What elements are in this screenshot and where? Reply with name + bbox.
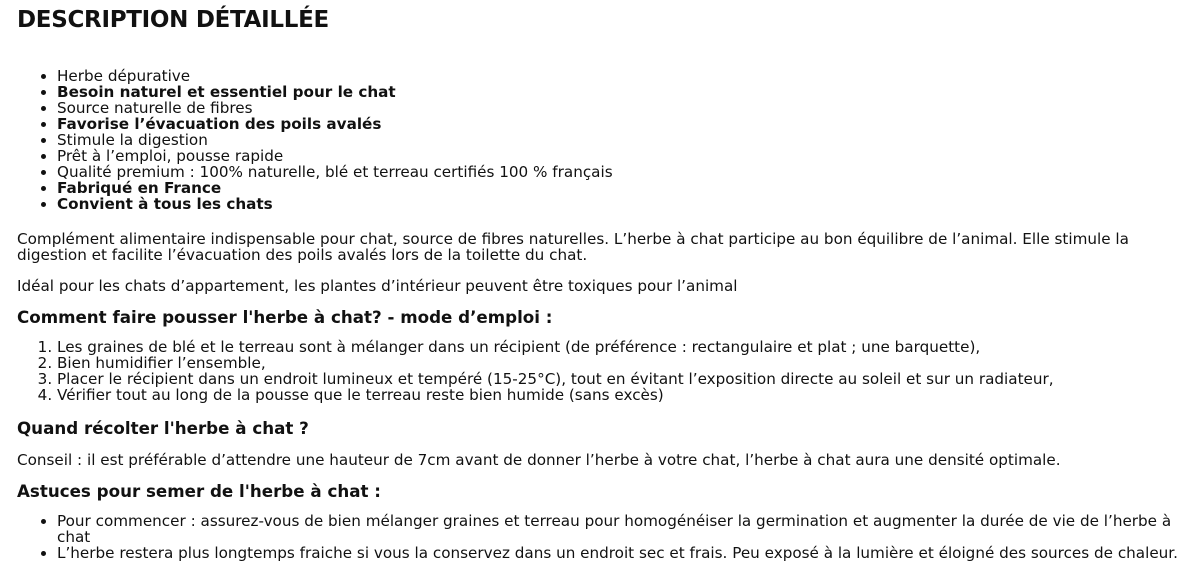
feature-item: • Prêt à l’emploi, pousse rapide [57,148,1184,164]
feature-item: • Stimule la digestion [57,132,1184,148]
howto-step: 1. Les graines de blé et le terreau sont à mélanger dans un récipient (de préférence : rectangulaire et plat ; une barquette), [57,339,1184,355]
harvest-advice: Conseil : il est préférable d’attendre une hauteur de 7cm avant de donner l’herbe à votre chat, l’herbe à chat aura une densité optimale. [17,451,1061,469]
harvest-heading: Quand récolter l'herbe à chat ? [17,418,309,438]
feature-item: • Qualité premium : 100% naturelle, blé et terreau certifiés 100 % français [57,164,1184,180]
feature-item: • Herbe dépurative [57,68,1184,84]
tip-item: • Pour commencer : assurez-vous de bien mélanger graines et terreau pour homogénéiser la germination et augmenter la durée de vie de l’herbe à chat [57,513,1184,545]
feature-item: • Source naturelle de fibres [57,100,1184,116]
howto-steps-list [17,339,1184,403]
intro-paragraph: Complément alimentaire indispensable pour chat, source de fibres naturelles. L’herbe à chat participe au bon équilibre de l’animal. Elle stimule la digestion et facilite l’évacuation des poils avalés lors de la toilette du chat. [17,230,1129,264]
page-title: DESCRIPTION DÉTAILLÉE [17,7,329,33]
feature-item: • Convient à tous les chats [57,196,1184,212]
howto-step: 2. Bien humidifier l’ensemble, [57,355,1184,371]
feature-item: • Fabriqué en France [57,180,1184,196]
howto-heading: Comment faire pousser l'herbe à chat? - mode d’emploi : [17,307,553,327]
howto-step: 3. Placer le récipient dans un endroit lumineux et tempéré (15-25°C), tout en évitant l’exposition directe au soleil et sur un radiateur, [57,371,1184,387]
tips-heading: Astuces pour semer de l'herbe à chat : [17,481,381,501]
feature-item: • Besoin naturel et essentiel pour le chat [57,84,1184,100]
feature-item: • Favorise l’évacuation des poils avalés [57,116,1184,132]
feature-list [17,68,1184,212]
ideal-paragraph: Idéal pour les chats d’appartement, les plantes d’intérieur peuvent être toxiques pour l’animal [17,277,738,295]
howto-step: 4. Vérifier tout au long de la pousse que le terreau reste bien humide (sans excès) [57,387,1184,403]
tips-list [17,513,1184,561]
tip-item: • L’herbe restera plus longtemps fraiche si vous la conservez dans un endroit sec et frais. Peu exposé à la lumière et éloigné des sources de chaleur. [57,545,1184,561]
